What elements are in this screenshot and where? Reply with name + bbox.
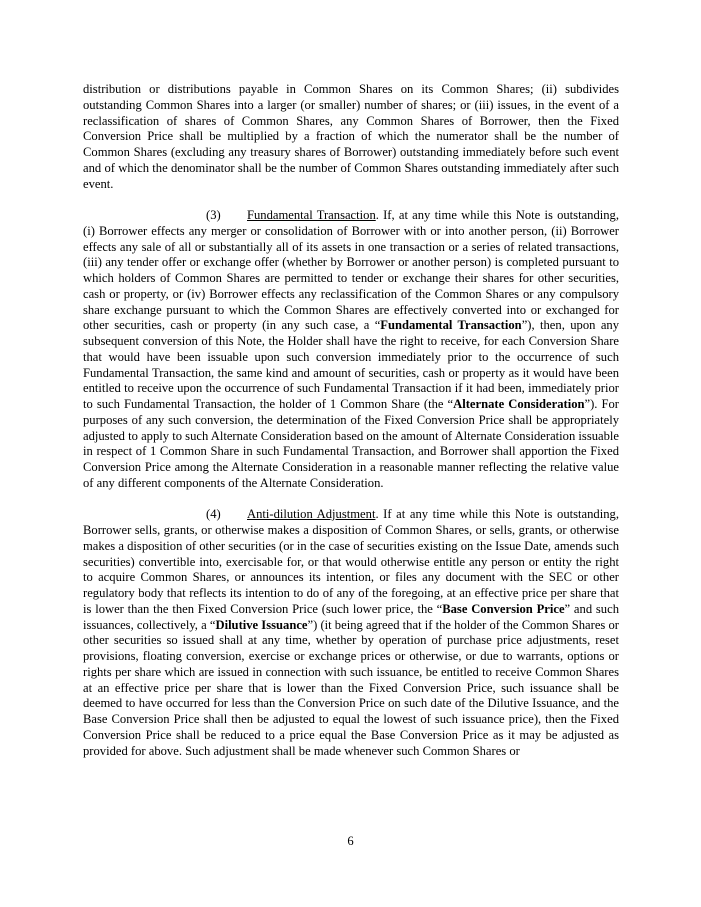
defined-term: Dilutive Issuance <box>215 617 308 632</box>
paragraph-spacer <box>83 492 619 508</box>
section-text: ” and such issuances, collectively, a “ <box>83 601 619 632</box>
paragraph-continued: distribution or distributions payable in Common Shares on its Common Shares; (ii) subdivides outstanding Common Shares into a larger (or smaller) number of shares; or (iii) issues, in the event of a reclassification of shares of Common Shares, any Common Shares of Borrower, then the Fixed Conversion Price shall be multiplied by a fraction of which the numerator shall be the number of Common Shares (excluding any treasury shares of Borrower) outstanding immediately before such event and of which the denominator shall be the number of Common Shares outstanding immediately after such event. <box>83 82 619 191</box>
defined-term: Base Conversion Price <box>442 601 565 616</box>
section-text: ”). For purposes of any such conversion, the determination of the Fixed Conversion Price shall be appropriately adjusted to apply to such Alternate Consideration based on the amount of Alternate Consideration issuable in respect of 1 Common Share in such Fundamental Transaction, and Borrower shall apportion the Fixed Conversion Price among the Alternate Consideration in a reasonable manner reflecting the relative value of any different components of the Alternate Consideration. <box>83 397 619 490</box>
document-page <box>83 82 619 759</box>
section-heading: Anti-dilution Adjustment <box>247 507 376 522</box>
section-text: ”), then, upon any subsequent conversion of this Note, the Holder shall have the right to receive, for each Conversion Share that would have been issuable upon such conversion immediately prior to the occurrence of such Fundamental Transaction, the same kind and amount of securities, cash or property as it would have been entitled to receive upon the occurrence of such Fundamental Transaction if it had been, immediately prior to such Fundamental Transaction, the holder of 1 Common Share (the “ <box>83 318 619 411</box>
section-heading: Fundamental Transaction <box>247 208 376 222</box>
page-number: 6 <box>347 834 354 848</box>
paragraph-spacer <box>83 192 619 208</box>
section-number: (4) <box>206 507 221 522</box>
section-3-fundamental-transaction <box>83 208 619 492</box>
section-text: . If, at any time while this Note is outstanding, (i) Borrower effects any merger or consolidation of Borrower with or into another person, (ii) Borrower effects any sale of all or substantially all of its assets in one transaction or a series of related transactions, (iii) any tender offer or exchange offer (whether by Borrower or another person) is completed pursuant to which holders of Common Shares are permitted to tender or exchange their shares for other securities, cash or property, or (iv) Borrower effects any reclassification of the Common Shares or any compulsory share exchange pursuant to which the Common Shares are effectively converted into or exchanged for other securities, cash or property (in any such case, a “ <box>83 208 619 333</box>
section-number: (3) <box>206 208 221 222</box>
defined-term: Alternate Consideration <box>453 397 585 411</box>
section-text: ”) (it being agreed that if the holder of the Common Shares or other securities so issued shall at any time, whether by operation of purchase price adjustments, reset provisions, floating conversion, exercise or exchange prices or otherwise, or due to warrants, options or rights per share which are issued in connection with such issuance, be entitled to receive Common Shares at an effective price per share that is lower than the Fixed Conversion Price, such issuance shall be deemed to have occurred for less than the Conversion Price on such date of the Dilutive Issuance, and the Base Conversion Price shall then be adjusted to equal the lowest of such issuance price), then the Fixed Conversion Price shall be reduced to a price equal the Base Conversion Price as it may be adjusted as provided for above. Such adjustment shall be made whenever such Common Shares or <box>83 617 619 758</box>
section-text: . If at any time while this Note is outstanding, Borrower sells, grants, or otherwise makes a disposition of Common Shares, or sells, grants, or otherwise makes a disposition of other securities (or in the case of securities existing on the Issue Date, amends such securities) convertible into, exercisable for, or that would otherwise entitle any person or entity the right to acquire Common Shares, or announces its intention, or files any document with the SEC or other regulatory body that reflects its intention to do of any of the foregoing, at an effective price per share that is lower than the then Fixed Conversion Price (such lower price, the “ <box>83 507 619 616</box>
section-4-anti-dilution-adjustment <box>83 507 619 759</box>
defined-term: Fundamental Transaction <box>380 318 522 333</box>
